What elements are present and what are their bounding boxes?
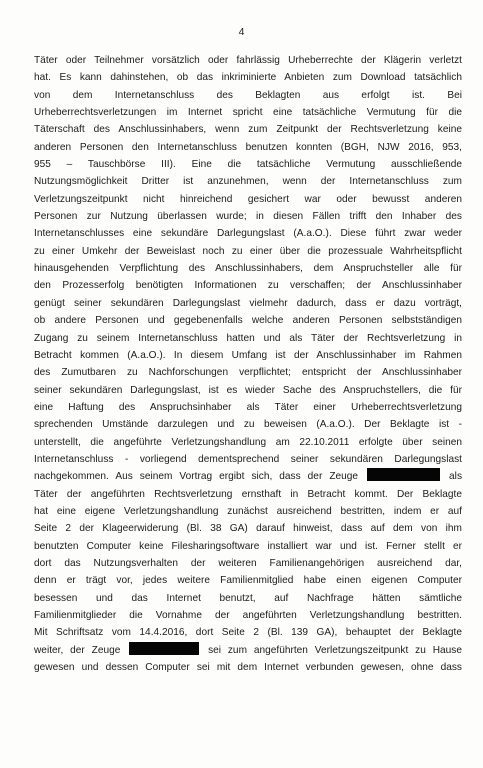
text-line: hat eine eigene Verletzungshandlung zunächst ausreichend bestritten, indem er auf	[34, 505, 462, 517]
text-line: Zugang zu seinem Internetanschluss hatten und als Täter der Rechtsverletzung in	[34, 332, 462, 344]
text-segment: nachgekommen. Aus seinem Vortrag ergibt sich, dass der Zeuge	[34, 471, 359, 483]
text-segment: als	[449, 471, 462, 483]
text-line: Internetanschlusses eine sekundäre Darlegungslast (A.a.O.). Diese führt zwar weder	[34, 228, 462, 240]
text-line: genügt seiner sekundären Darlegungslast vielmehr dadurch, dass er dazu vorträgt,	[34, 297, 462, 309]
text-line-with-redaction	[34, 468, 462, 485]
text-line: besessen und das Internet benutzt, auf Nachfrage hätten sämtliche	[34, 592, 462, 604]
redaction-box	[129, 642, 199, 655]
text-line: Internetanschluss - vorliegend dementsprechend seiner sekundären Darlegungslast	[34, 453, 462, 465]
text-line: benutzten Computer keine Filesharingsoftware installiert war und ist. Ferner stellt er	[34, 540, 462, 552]
text-line: 955 – Tauschbörse III). Eine die tatsächliche Vermutung ausschließende	[34, 159, 462, 171]
text-line: dort das Nutzungsverhalten der weiteren Familienangehörigen ausreichend dar,	[34, 557, 462, 569]
text-line: seiner sekundären Darlegungslast, ist es wieder Sache des Anspruchstellers, die für	[34, 384, 462, 396]
text-line: Familienmitglieder die Vornahme der angeführten Verletzungshandlung bestritten.	[34, 610, 462, 621]
text-line: Personen zur Nutzung überlassen wurde; in diesen Fällen trifft den Inhaber des	[34, 211, 462, 223]
text-line: von dem Internetanschluss des Beklagten aus erfolgt ist. Bei	[34, 89, 462, 101]
text-line: denn er trägt vor, jedes weitere Familienmitglied habe einen eigenen Computer	[34, 575, 462, 587]
text-line: Urheberrechtsverletzungen im Internet spricht eine tatsächliche Vermutung für die	[34, 107, 462, 119]
text-line: Täter der angeführten Rechtsverletzung ernsthaft in Betracht kommt. Der Beklagte	[34, 488, 462, 500]
text-line: hat. Es kann dahinstehen, ob das inkriminierte Anbieten zum Download tatsächlich	[34, 72, 462, 84]
text-line: Nutzungsmöglichkeit Dritter ist anzunehmen, wenn der Internetanschluss zum	[34, 176, 462, 188]
text-line: gewesen und dessen Computer sei mit dem Internet verbunden gewesen, ohne dass	[34, 662, 462, 674]
text-line-with-redaction	[34, 642, 462, 659]
text-line: Betracht kommen (A.a.O.). In diesem Umfang ist der Anschlussinhaber im Rahmen	[34, 349, 462, 361]
text-line: zu einer Umkehr der Beweislast noch zu einer über die prozessuale Wahrheitspflicht	[34, 245, 462, 257]
text-line: unterstellt, die angeführte Verletzungshandlung am 22.10.2011 erfolgte über seinen	[34, 436, 462, 448]
redaction-box	[367, 468, 440, 481]
text-line: Täterschaft des Anschlussinhabers, wenn zum Zeitpunkt der Rechtsverletzung keine	[34, 124, 462, 136]
text-line: ob andere Personen und gegebenenfalls welche anderen Personen selbstständigen	[34, 315, 462, 327]
text-line: anderen Personen den Internetanschluss benutzen konnten (BGH, NJW 2016, 953,	[34, 141, 462, 153]
text-line: sprechenden Umstände darzulegen und zu beweisen (A.a.O.). Der Beklagte ist -	[34, 419, 462, 431]
text-line: den Prozesserfolg benötigten Informationen zu verschaffen; der Anschlussinhaber	[34, 280, 462, 292]
page-number: 4	[238, 26, 245, 38]
text-line: Mit Schriftsatz vom 14.4.2016, dort Seite 2 (Bl. 139 GA), behauptet der Beklagte	[34, 627, 462, 639]
text-line: Seite 2 der Klageerwiderung (Bl. 38 GA) darauf hinweist, dass auf dem von ihm	[34, 523, 462, 535]
text-line: hinausgehenden Verpflichtung des Anschlussinhabers, dem Anspruchsteller alle für	[34, 263, 462, 275]
text-segment: weiter, der Zeuge	[34, 644, 121, 656]
text-line: eine Haftung des Anspruchsinhaber als Täter einer Urheberrechtsverletzung	[34, 401, 462, 413]
body-text	[34, 52, 462, 676]
text-segment: sei zum angeführten Verletzungszeitpunkt zu Hause	[208, 644, 462, 656]
text-line: Verletzungszeitpunkt nicht hinreichend gesichert war oder bewusst anderen	[34, 193, 462, 205]
text-line: Täter oder Teilnehmer vorsätzlich oder fahrlässig Urheberrechte der Klägerin verletzt	[34, 55, 462, 66]
text-line: des Zumutbaren zu Nachforschungen verpflichtet; entspricht der Anschlussinhaber	[34, 367, 462, 379]
